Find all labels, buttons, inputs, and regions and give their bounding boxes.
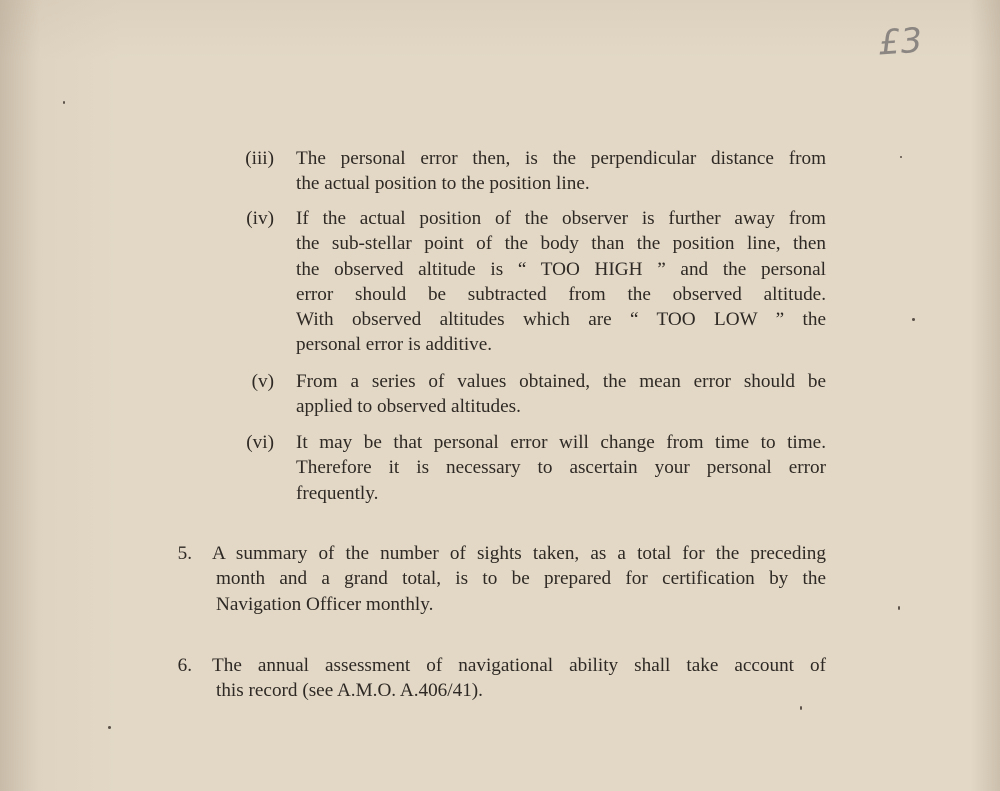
paper-speck: [900, 156, 902, 158]
subitem-iii: [0, 146, 1000, 198]
text-line: frequently.: [296, 482, 379, 504]
text-line: error should be subtracted from the observed altitude.: [296, 283, 826, 305]
paper-speck: [800, 706, 802, 710]
subitem-label: (v): [251, 371, 274, 392]
subitem-label: (vi): [246, 432, 274, 453]
text-line: With observed altitudes which are “ TOO LOW ” the: [296, 309, 826, 331]
text-line: month and a grand total, is to be prepared for certification by the: [216, 568, 826, 590]
item-6: [0, 653, 1000, 705]
text-line: Therefore it is necessary to ascertain your personal error: [296, 457, 826, 479]
paper-speck: [63, 101, 65, 104]
paper-speck: [108, 726, 111, 729]
text-line: A summary of the number of sights taken, as a total for the preceding: [212, 543, 826, 564]
subitem-label: (iii): [245, 148, 274, 169]
text-line: The personal error then, is the perpendicular distance from: [296, 148, 826, 169]
text-line: the actual position to the position line.: [296, 173, 590, 195]
text-line: The annual assessment of navigational ability shall take account of: [212, 655, 826, 676]
text-line: Navigation Officer monthly.: [216, 593, 434, 615]
subitem-label: (iv): [246, 208, 274, 229]
text-line: the sub-stellar point of the body than the position line, then: [296, 233, 826, 255]
text-line: the observed altitude is “ TOO HIGH ” and the personal: [296, 258, 826, 280]
subitem-vi: [0, 430, 1000, 508]
subitem-text: [296, 206, 826, 358]
text-line: From a series of values obtained, the mean error should be: [296, 371, 826, 392]
subitem-v: [0, 369, 1000, 421]
text-line: It may be that personal error will change from time to time.: [296, 432, 826, 453]
item-number: 6.: [177, 655, 192, 676]
subitem-iv: [0, 206, 1000, 360]
paper-speck: [898, 606, 900, 610]
text-line: applied to observed altitudes.: [296, 396, 521, 418]
item-text: [212, 653, 826, 704]
paper-speck: [912, 318, 915, 321]
text-line: personal error is additive.: [296, 334, 493, 356]
text-line: If the actual position of the observer is further away from: [296, 208, 826, 229]
handwritten-page-mark: £3: [876, 20, 925, 64]
subitem-text: [296, 369, 826, 420]
subitem-text: [296, 430, 826, 506]
item-number: 5.: [177, 543, 192, 564]
subitem-text: [296, 146, 826, 197]
item-text: [212, 541, 826, 617]
text-line: this record (see A.M.O. A.406/41).: [216, 680, 483, 702]
item-5: [0, 541, 1000, 619]
